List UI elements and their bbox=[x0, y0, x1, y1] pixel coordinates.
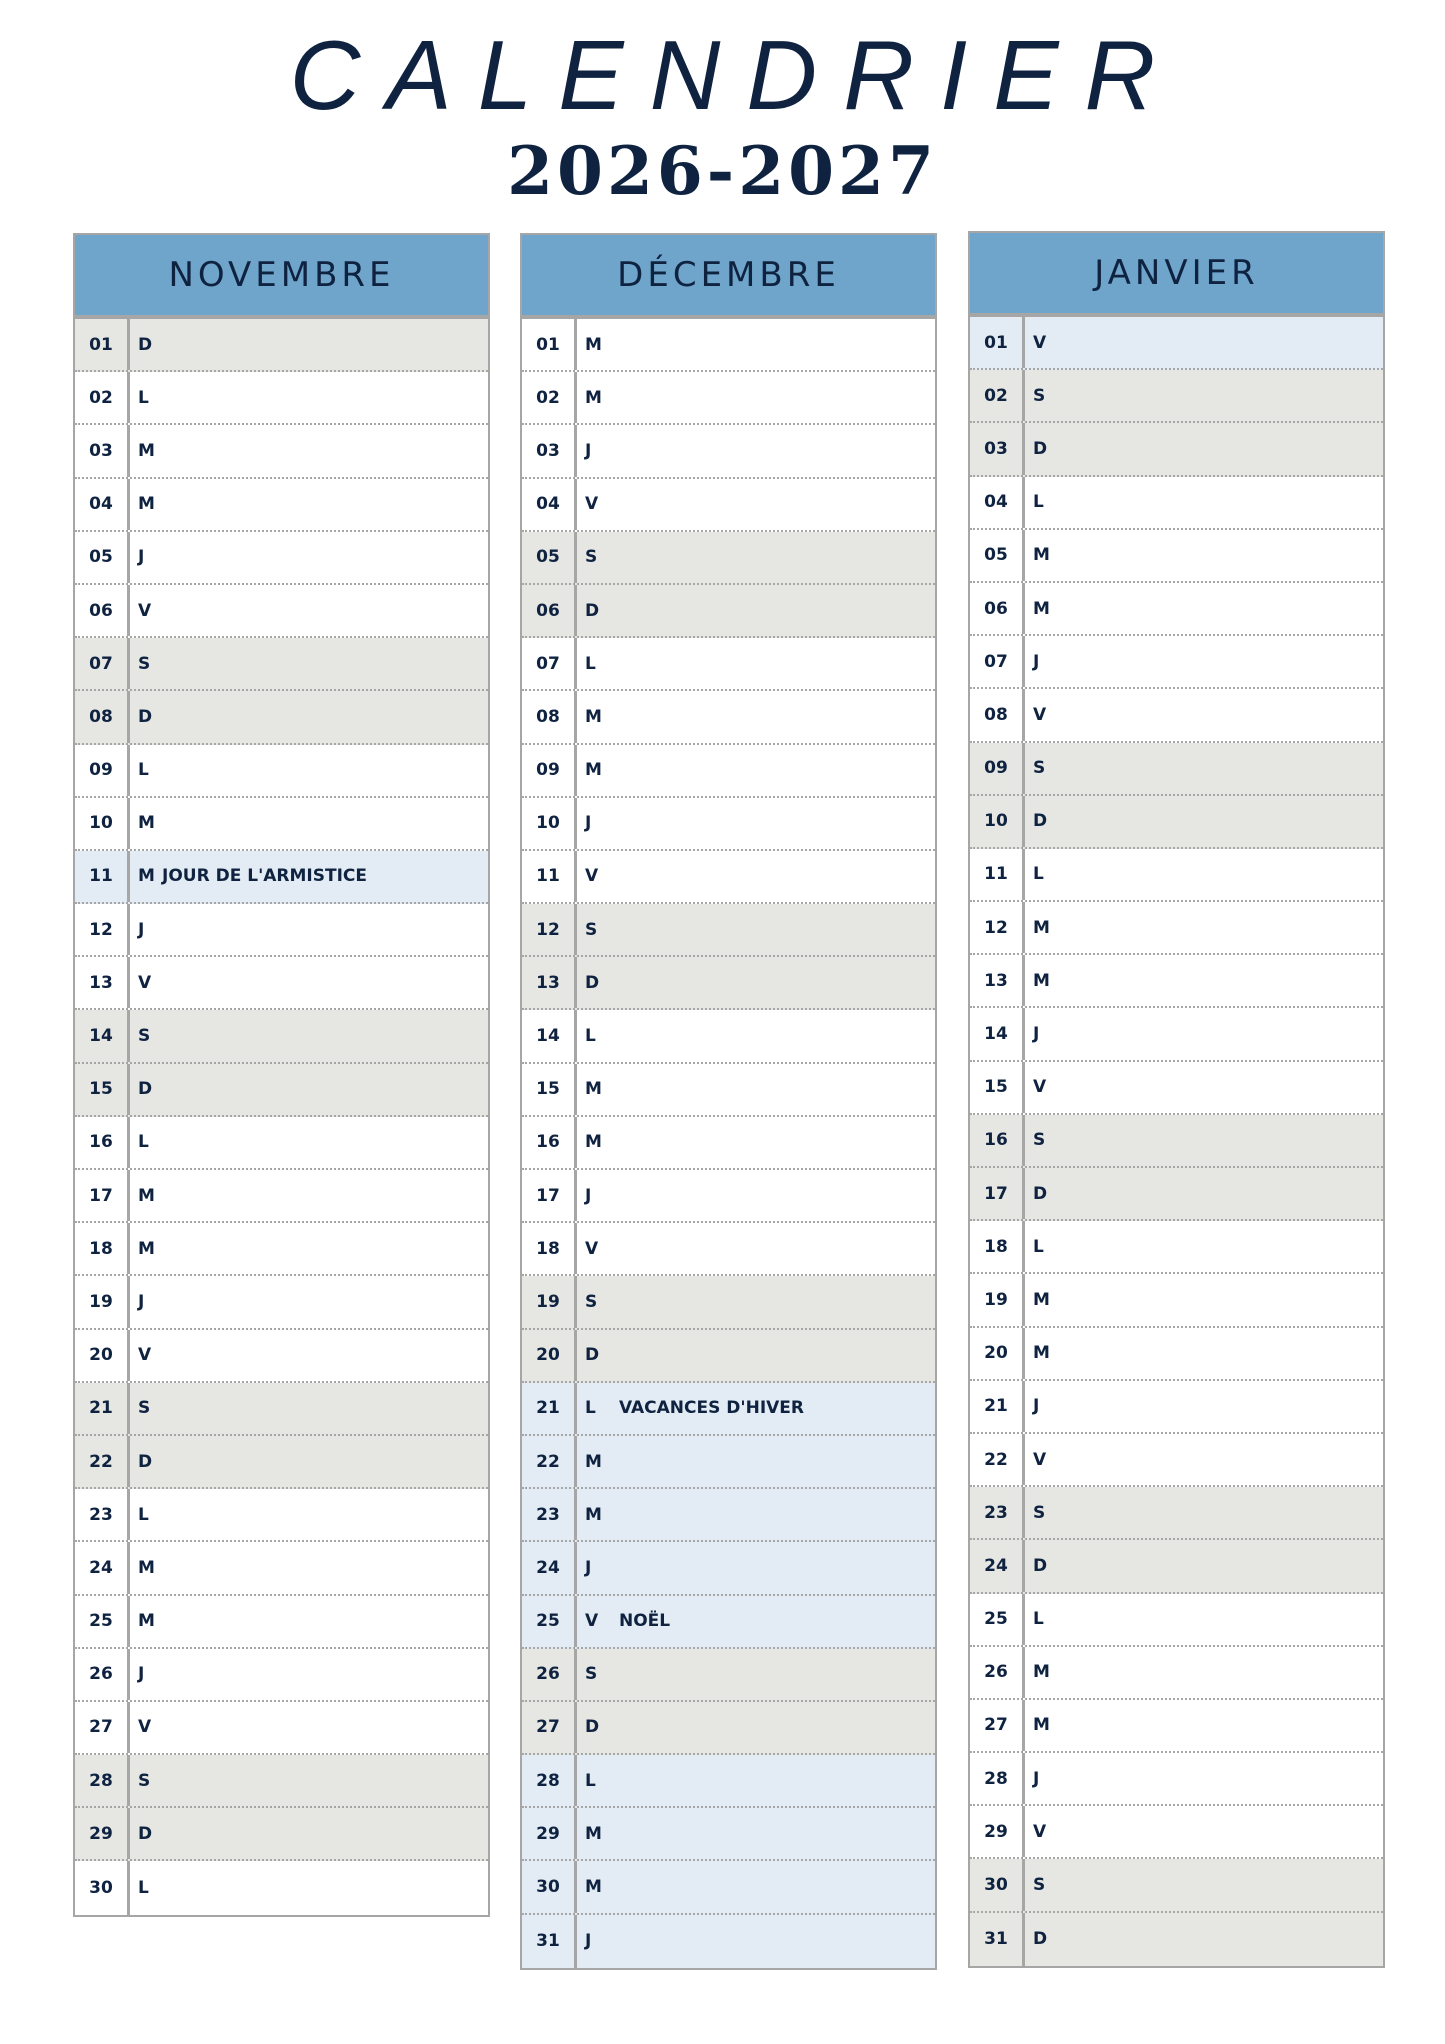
weekday-letter: M bbox=[1033, 1343, 1050, 1364]
day-row bbox=[522, 1064, 935, 1117]
weekday-letter: V bbox=[138, 600, 152, 621]
day-row bbox=[75, 479, 488, 532]
day-row bbox=[970, 1594, 1383, 1647]
day-number: 20 bbox=[522, 1330, 577, 1381]
weekday-letter: J bbox=[1033, 1396, 1040, 1417]
day-number: 29 bbox=[522, 1808, 577, 1859]
day-number: 18 bbox=[522, 1223, 577, 1274]
day-note: JOUR DE L'ARMISTICE bbox=[162, 866, 368, 887]
day-row bbox=[522, 1436, 935, 1489]
day-number: 06 bbox=[75, 585, 130, 636]
day-row bbox=[970, 849, 1383, 902]
weekday-letter: V bbox=[585, 1238, 599, 1259]
weekday-letter: L bbox=[585, 653, 596, 674]
day-number: 15 bbox=[522, 1064, 577, 1115]
weekday-letter: M bbox=[138, 1611, 155, 1632]
day-row bbox=[970, 1434, 1383, 1487]
day-row bbox=[75, 638, 488, 691]
day-number: 15 bbox=[75, 1064, 130, 1115]
weekday-letter: M bbox=[138, 440, 155, 461]
day-row bbox=[522, 1223, 935, 1276]
day-number: 25 bbox=[75, 1596, 130, 1647]
weekday-letter: D bbox=[585, 1717, 600, 1738]
day-number: 07 bbox=[75, 638, 130, 689]
day-row bbox=[75, 798, 488, 851]
day-number: 19 bbox=[522, 1276, 577, 1327]
weekday-letter: M bbox=[585, 706, 602, 727]
day-row bbox=[970, 1913, 1383, 1966]
weekday-letter: M bbox=[585, 760, 602, 781]
weekday-letter: J bbox=[585, 813, 592, 834]
weekday-letter: S bbox=[585, 1664, 598, 1685]
day-row bbox=[970, 902, 1383, 955]
weekday-letter: D bbox=[1033, 1929, 1048, 1950]
day-row bbox=[970, 477, 1383, 530]
weekday-letter: V bbox=[138, 1717, 152, 1738]
day-row bbox=[75, 745, 488, 798]
day-number: 29 bbox=[75, 1808, 130, 1859]
weekday-letter: M bbox=[138, 494, 155, 515]
day-list bbox=[522, 319, 935, 1968]
day-number: 09 bbox=[970, 743, 1025, 794]
day-number: 23 bbox=[522, 1489, 577, 1540]
weekday-letter: L bbox=[585, 1026, 596, 1047]
day-row bbox=[970, 743, 1383, 796]
day-number: 23 bbox=[970, 1487, 1025, 1538]
weekday-letter: V bbox=[1033, 1077, 1047, 1098]
day-number: 22 bbox=[75, 1436, 130, 1487]
day-number: 02 bbox=[75, 372, 130, 423]
weekday-letter: M bbox=[138, 1185, 155, 1206]
day-row bbox=[522, 1755, 935, 1808]
weekday-letter: L bbox=[1033, 1236, 1044, 1257]
day-row bbox=[522, 1649, 935, 1702]
day-row bbox=[522, 532, 935, 585]
day-number: 25 bbox=[522, 1596, 577, 1647]
day-number: 03 bbox=[970, 423, 1025, 474]
day-row bbox=[970, 636, 1383, 689]
weekday-letter: V bbox=[585, 866, 599, 887]
weekday-letter: M bbox=[138, 1557, 155, 1578]
day-row bbox=[970, 1753, 1383, 1806]
day-row bbox=[75, 1755, 488, 1808]
day-number: 14 bbox=[522, 1010, 577, 1061]
day-number: 07 bbox=[522, 638, 577, 689]
weekday-letter: V bbox=[585, 1611, 599, 1632]
weekday-letter: S bbox=[138, 1770, 151, 1791]
day-row bbox=[522, 1596, 935, 1649]
day-number: 28 bbox=[75, 1755, 130, 1806]
day-row bbox=[75, 1702, 488, 1755]
day-row bbox=[970, 1647, 1383, 1700]
month-column-janvier bbox=[968, 231, 1385, 1968]
weekday-letter: M bbox=[585, 1451, 602, 1472]
weekday-letter: J bbox=[1033, 1768, 1040, 1789]
day-number: 31 bbox=[970, 1913, 1025, 1966]
day-row bbox=[970, 689, 1383, 742]
day-row bbox=[970, 1274, 1383, 1327]
weekday-letter: J bbox=[138, 547, 145, 568]
day-number: 12 bbox=[75, 904, 130, 955]
day-number: 05 bbox=[970, 530, 1025, 581]
day-row bbox=[75, 1489, 488, 1542]
weekday-letter: M bbox=[585, 1823, 602, 1844]
day-number: 30 bbox=[522, 1861, 577, 1912]
day-number: 04 bbox=[970, 477, 1025, 528]
day-row bbox=[75, 1542, 488, 1595]
weekday-letter: L bbox=[138, 1132, 149, 1153]
month-header bbox=[75, 235, 488, 319]
weekday-letter: J bbox=[138, 1291, 145, 1312]
day-row bbox=[75, 1383, 488, 1436]
weekday-letter: J bbox=[585, 440, 592, 461]
day-number: 28 bbox=[970, 1753, 1025, 1804]
day-number: 30 bbox=[970, 1859, 1025, 1910]
year-range: 2026-2027 bbox=[507, 132, 938, 210]
day-number: 11 bbox=[75, 851, 130, 902]
page-title: CALENDRIER bbox=[289, 20, 1182, 130]
weekday-letter: S bbox=[138, 1026, 151, 1047]
weekday-letter: D bbox=[138, 1823, 153, 1844]
day-row bbox=[75, 372, 488, 425]
day-row bbox=[522, 479, 935, 532]
day-row bbox=[75, 319, 488, 372]
day-row bbox=[75, 1064, 488, 1117]
day-number: 29 bbox=[970, 1806, 1025, 1857]
day-row bbox=[522, 1117, 935, 1170]
day-number: 04 bbox=[522, 479, 577, 530]
day-number: 14 bbox=[970, 1008, 1025, 1059]
day-number: 07 bbox=[970, 636, 1025, 687]
weekday-letter: J bbox=[1033, 651, 1040, 672]
day-number: 20 bbox=[75, 1330, 130, 1381]
weekday-letter: D bbox=[585, 972, 600, 993]
day-row bbox=[970, 1487, 1383, 1540]
day-number: 14 bbox=[75, 1010, 130, 1061]
weekday-letter: V bbox=[138, 1345, 152, 1366]
day-number: 17 bbox=[75, 1170, 130, 1221]
weekday-letter: S bbox=[138, 653, 151, 674]
day-number: 08 bbox=[522, 691, 577, 742]
day-number: 27 bbox=[970, 1700, 1025, 1751]
month-title: JANVIER bbox=[1094, 253, 1259, 293]
day-row bbox=[970, 317, 1383, 370]
day-number: 24 bbox=[75, 1542, 130, 1593]
day-row bbox=[75, 1596, 488, 1649]
weekday-letter: D bbox=[138, 1079, 153, 1100]
day-number: 12 bbox=[970, 902, 1025, 953]
day-number: 13 bbox=[970, 955, 1025, 1006]
day-number: 05 bbox=[522, 532, 577, 583]
weekday-letter: M bbox=[1033, 545, 1050, 566]
day-number: 08 bbox=[970, 689, 1025, 740]
day-row bbox=[522, 1383, 935, 1436]
day-number: 01 bbox=[970, 317, 1025, 368]
weekday-letter: V bbox=[585, 494, 599, 515]
day-number: 11 bbox=[522, 851, 577, 902]
day-number: 26 bbox=[522, 1649, 577, 1700]
weekday-letter: S bbox=[1033, 1875, 1046, 1896]
day-row bbox=[75, 1808, 488, 1861]
weekday-letter: D bbox=[585, 600, 600, 621]
weekday-letter: M bbox=[585, 1504, 602, 1525]
day-number: 15 bbox=[970, 1062, 1025, 1113]
weekday-letter: V bbox=[1033, 332, 1047, 353]
weekday-letter: M bbox=[585, 1132, 602, 1153]
day-number: 01 bbox=[522, 319, 577, 370]
weekday-letter: V bbox=[1033, 704, 1047, 725]
day-row bbox=[522, 691, 935, 744]
day-row bbox=[522, 1808, 935, 1861]
day-row bbox=[75, 957, 488, 1010]
day-number: 21 bbox=[522, 1383, 577, 1434]
day-list bbox=[970, 317, 1383, 1966]
weekday-letter: V bbox=[1033, 1449, 1047, 1470]
weekday-letter: L bbox=[138, 1504, 149, 1525]
weekday-letter: M bbox=[138, 866, 155, 887]
day-number: 18 bbox=[970, 1221, 1025, 1272]
weekday-letter: S bbox=[1033, 1130, 1046, 1151]
day-number: 24 bbox=[970, 1540, 1025, 1591]
day-row bbox=[522, 745, 935, 798]
weekday-letter: J bbox=[1033, 1024, 1040, 1045]
day-number: 16 bbox=[75, 1117, 130, 1168]
day-note: NOËL bbox=[619, 1611, 671, 1632]
month-header bbox=[522, 235, 935, 319]
weekday-letter: D bbox=[1033, 811, 1048, 832]
weekday-letter: D bbox=[138, 1451, 153, 1472]
day-note: VACANCES D'HIVER bbox=[619, 1398, 804, 1419]
weekday-letter: M bbox=[585, 334, 602, 355]
day-number: 26 bbox=[970, 1647, 1025, 1698]
day-row bbox=[522, 957, 935, 1010]
day-row bbox=[522, 319, 935, 372]
day-row bbox=[75, 1170, 488, 1223]
day-number: 16 bbox=[522, 1117, 577, 1168]
day-number: 05 bbox=[75, 532, 130, 583]
weekday-letter: L bbox=[1033, 864, 1044, 885]
day-row bbox=[75, 851, 488, 904]
day-row bbox=[970, 1062, 1383, 1115]
weekday-letter: D bbox=[585, 1345, 600, 1366]
weekday-letter: M bbox=[585, 1877, 602, 1898]
month-column-novembre bbox=[73, 233, 490, 1917]
day-row bbox=[970, 583, 1383, 636]
day-number: 10 bbox=[75, 798, 130, 849]
weekday-letter: D bbox=[1033, 438, 1048, 459]
day-row bbox=[75, 1649, 488, 1702]
month-title: DÉCEMBRE bbox=[617, 255, 840, 295]
weekday-letter: L bbox=[138, 1878, 149, 1899]
weekday-letter: M bbox=[1033, 1715, 1050, 1736]
day-row bbox=[522, 1330, 935, 1383]
day-number: 21 bbox=[970, 1381, 1025, 1432]
day-row bbox=[522, 1702, 935, 1755]
weekday-letter: J bbox=[138, 919, 145, 940]
weekday-letter: M bbox=[1033, 1289, 1050, 1310]
day-number: 06 bbox=[522, 585, 577, 636]
weekday-letter: L bbox=[1033, 1609, 1044, 1630]
weekday-letter: L bbox=[585, 1398, 596, 1419]
weekday-letter: L bbox=[138, 760, 149, 781]
day-row bbox=[75, 1223, 488, 1276]
day-row bbox=[970, 796, 1383, 849]
day-row bbox=[970, 1806, 1383, 1859]
day-row bbox=[75, 532, 488, 585]
weekday-letter: M bbox=[1033, 1662, 1050, 1683]
weekday-letter: D bbox=[1033, 1555, 1048, 1576]
day-row bbox=[522, 1170, 935, 1223]
day-number: 28 bbox=[522, 1755, 577, 1806]
day-number: 03 bbox=[522, 425, 577, 476]
weekday-letter: S bbox=[1033, 758, 1046, 779]
day-row bbox=[970, 1859, 1383, 1912]
day-number: 13 bbox=[522, 957, 577, 1008]
day-number: 02 bbox=[970, 370, 1025, 421]
weekday-letter: J bbox=[585, 1185, 592, 1206]
weekday-letter: M bbox=[1033, 970, 1050, 991]
weekday-letter: M bbox=[138, 1238, 155, 1259]
weekday-letter: S bbox=[1033, 1502, 1046, 1523]
day-number: 22 bbox=[522, 1436, 577, 1487]
weekday-letter: M bbox=[1033, 598, 1050, 619]
day-number: 13 bbox=[75, 957, 130, 1008]
day-row bbox=[75, 425, 488, 478]
day-row bbox=[522, 1010, 935, 1063]
day-row bbox=[75, 1010, 488, 1063]
day-number: 19 bbox=[75, 1276, 130, 1327]
weekday-letter: J bbox=[585, 1931, 592, 1952]
weekday-letter: M bbox=[585, 387, 602, 408]
month-header bbox=[970, 233, 1383, 317]
weekday-letter: L bbox=[1033, 492, 1044, 513]
day-row bbox=[522, 798, 935, 851]
weekday-letter: J bbox=[138, 1664, 145, 1685]
day-number: 19 bbox=[970, 1274, 1025, 1325]
weekday-letter: V bbox=[138, 972, 152, 993]
day-number: 31 bbox=[522, 1915, 577, 1968]
weekday-letter: S bbox=[585, 547, 598, 568]
day-row bbox=[522, 1915, 935, 1968]
day-number: 20 bbox=[970, 1328, 1025, 1379]
day-row bbox=[522, 904, 935, 957]
weekday-letter: D bbox=[138, 706, 153, 727]
weekday-letter: S bbox=[1033, 385, 1046, 406]
day-number: 23 bbox=[75, 1489, 130, 1540]
day-row bbox=[970, 423, 1383, 476]
day-row bbox=[522, 851, 935, 904]
day-row bbox=[75, 1436, 488, 1489]
day-row bbox=[970, 1381, 1383, 1434]
day-number: 30 bbox=[75, 1861, 130, 1914]
day-number: 26 bbox=[75, 1649, 130, 1700]
weekday-letter: S bbox=[585, 919, 598, 940]
day-row bbox=[75, 1330, 488, 1383]
day-row bbox=[970, 530, 1383, 583]
weekday-letter: M bbox=[1033, 917, 1050, 938]
day-number: 27 bbox=[522, 1702, 577, 1753]
day-row bbox=[970, 1115, 1383, 1168]
day-number: 06 bbox=[970, 583, 1025, 634]
weekday-letter: S bbox=[585, 1291, 598, 1312]
weekday-letter: M bbox=[585, 1079, 602, 1100]
day-row bbox=[970, 1700, 1383, 1753]
day-number: 25 bbox=[970, 1594, 1025, 1645]
day-row bbox=[522, 1276, 935, 1329]
weekday-letter: S bbox=[138, 1398, 151, 1419]
day-row bbox=[970, 1540, 1383, 1593]
weekday-letter: D bbox=[138, 334, 153, 355]
day-number: 17 bbox=[522, 1170, 577, 1221]
day-number: 04 bbox=[75, 479, 130, 530]
day-number: 10 bbox=[522, 798, 577, 849]
day-row bbox=[522, 638, 935, 691]
day-row bbox=[522, 1861, 935, 1914]
day-row bbox=[522, 372, 935, 425]
day-row bbox=[970, 955, 1383, 1008]
day-row bbox=[75, 691, 488, 744]
day-row bbox=[970, 1008, 1383, 1061]
month-title: NOVEMBRE bbox=[168, 255, 395, 295]
day-row bbox=[522, 585, 935, 638]
day-number: 21 bbox=[75, 1383, 130, 1434]
day-number: 17 bbox=[970, 1168, 1025, 1219]
day-row bbox=[75, 1861, 488, 1914]
weekday-letter: J bbox=[585, 1557, 592, 1578]
day-row bbox=[970, 1168, 1383, 1221]
weekday-letter: M bbox=[138, 813, 155, 834]
day-row bbox=[970, 370, 1383, 423]
day-number: 03 bbox=[75, 425, 130, 476]
day-row bbox=[970, 1328, 1383, 1381]
day-row bbox=[522, 425, 935, 478]
day-number: 18 bbox=[75, 1223, 130, 1274]
day-number: 11 bbox=[970, 849, 1025, 900]
day-row bbox=[75, 1276, 488, 1329]
day-number: 12 bbox=[522, 904, 577, 955]
day-number: 09 bbox=[522, 745, 577, 796]
day-number: 27 bbox=[75, 1702, 130, 1753]
day-list bbox=[75, 319, 488, 1915]
day-row bbox=[75, 904, 488, 957]
day-row bbox=[522, 1489, 935, 1542]
day-number: 10 bbox=[970, 796, 1025, 847]
day-row bbox=[75, 1117, 488, 1170]
month-column-decembre bbox=[520, 233, 937, 1970]
weekday-letter: D bbox=[1033, 1183, 1048, 1204]
weekday-letter: L bbox=[585, 1770, 596, 1791]
day-number: 01 bbox=[75, 319, 130, 370]
weekday-letter: L bbox=[138, 387, 149, 408]
day-number: 08 bbox=[75, 691, 130, 742]
day-row bbox=[75, 585, 488, 638]
day-number: 22 bbox=[970, 1434, 1025, 1485]
day-number: 02 bbox=[522, 372, 577, 423]
day-number: 24 bbox=[522, 1542, 577, 1593]
day-number: 09 bbox=[75, 745, 130, 796]
day-number: 16 bbox=[970, 1115, 1025, 1166]
day-row bbox=[970, 1221, 1383, 1274]
day-row bbox=[522, 1542, 935, 1595]
weekday-letter: V bbox=[1033, 1821, 1047, 1842]
